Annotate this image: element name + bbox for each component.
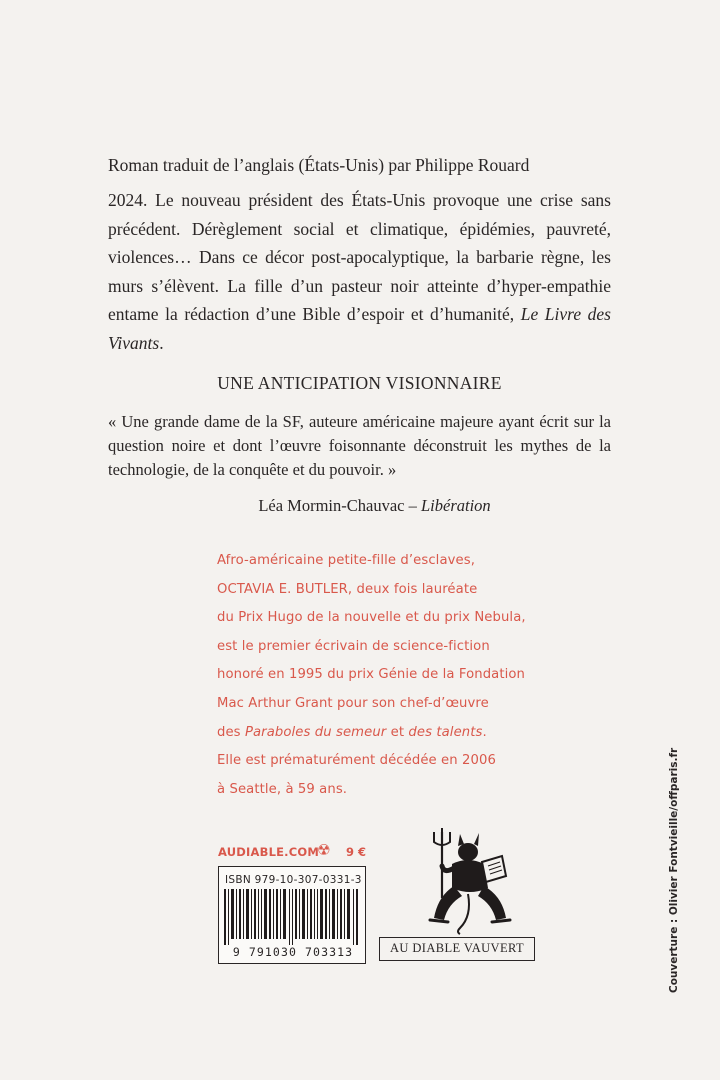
bio-line: honoré en 1995 du prix Génie de la Fondation: [217, 667, 526, 683]
bio-line: Elle est prématurément décédée en 2006: [217, 753, 496, 769]
bio-line: Mac Arthur Grant pour son chef-d’œuvre: [217, 695, 489, 711]
bio-text: des: [217, 724, 245, 740]
cover-credit: Couverture : Olivier Fontvieille/offparis.fr: [668, 747, 680, 993]
synopsis-text: 2024. Le nouveau président des États-Unis provoque une crise sans précédent. Dérèglement social et climatique, épidémies, pauvreté, violences… Dans ce décor post-apocalyptique, la barbarie règne, les murs s’élèvent. La fille d’un pasteur noir atteinte d’hyper-empathie entame la rédaction d’une Bible d’espoir et d’humanité,: [108, 190, 611, 324]
ean-digits: 9 791030 703313: [232, 945, 354, 959]
press-quote: « Une grande dame de la SF, auteure américaine majeure ayant écrit sur la question noire et dont l’œuvre foisonnante déconstruit les mythes de la technologie, de la conquête et du pouvoir. »: [108, 412, 611, 479]
quote-author: Léa Mormin-Chauvac: [258, 496, 405, 515]
author-bio: [217, 547, 557, 804]
quote-attribution: [108, 494, 611, 518]
isbn-label: ISBN 979-10-307-0331-3: [225, 874, 362, 886]
bio-line: du Prix Hugo de la nouvelle et du prix Nebula,: [217, 610, 526, 626]
hazard-icon: ☢: [317, 841, 331, 859]
quote-source: Libération: [420, 496, 491, 515]
translation-note: Roman traduit de l’anglais (États-Unis) par Philippe Rouard: [108, 155, 530, 175]
bio-title-2: des talents: [408, 724, 483, 740]
synopsis: [108, 186, 611, 357]
barcode-box: [218, 866, 366, 964]
barcode-icon: [224, 889, 360, 945]
bio-title-1: Paraboles du semeur: [244, 724, 387, 740]
synopsis-end: .: [159, 332, 164, 353]
quote-dash: –: [404, 496, 421, 515]
price: 9 €: [345, 845, 366, 859]
devil-logo-icon: [412, 826, 530, 936]
bio-line: est le premier écrivain de science-fiction: [217, 638, 490, 654]
bio-text: et: [386, 724, 409, 740]
bio-line: [217, 719, 557, 748]
headline: UNE ANTICIPATION VISIONNAIRE: [217, 373, 502, 393]
bio-line: à Seattle, à 59 ans.: [217, 781, 348, 797]
bio-text: .: [482, 724, 487, 740]
price-bar: [218, 842, 366, 862]
publisher-name: AU DIABLE VAUVERT: [379, 937, 535, 961]
synopsis-book-title: Le Livre des Vivants: [108, 304, 611, 353]
bio-line: OCTAVIA E. BUTLER, deux fois lauréate: [217, 581, 478, 597]
bio-line: Afro-américaine petite-fille d’esclaves,: [217, 553, 476, 568]
website-link[interactable]: AUDIABLE.COM: [218, 845, 319, 859]
